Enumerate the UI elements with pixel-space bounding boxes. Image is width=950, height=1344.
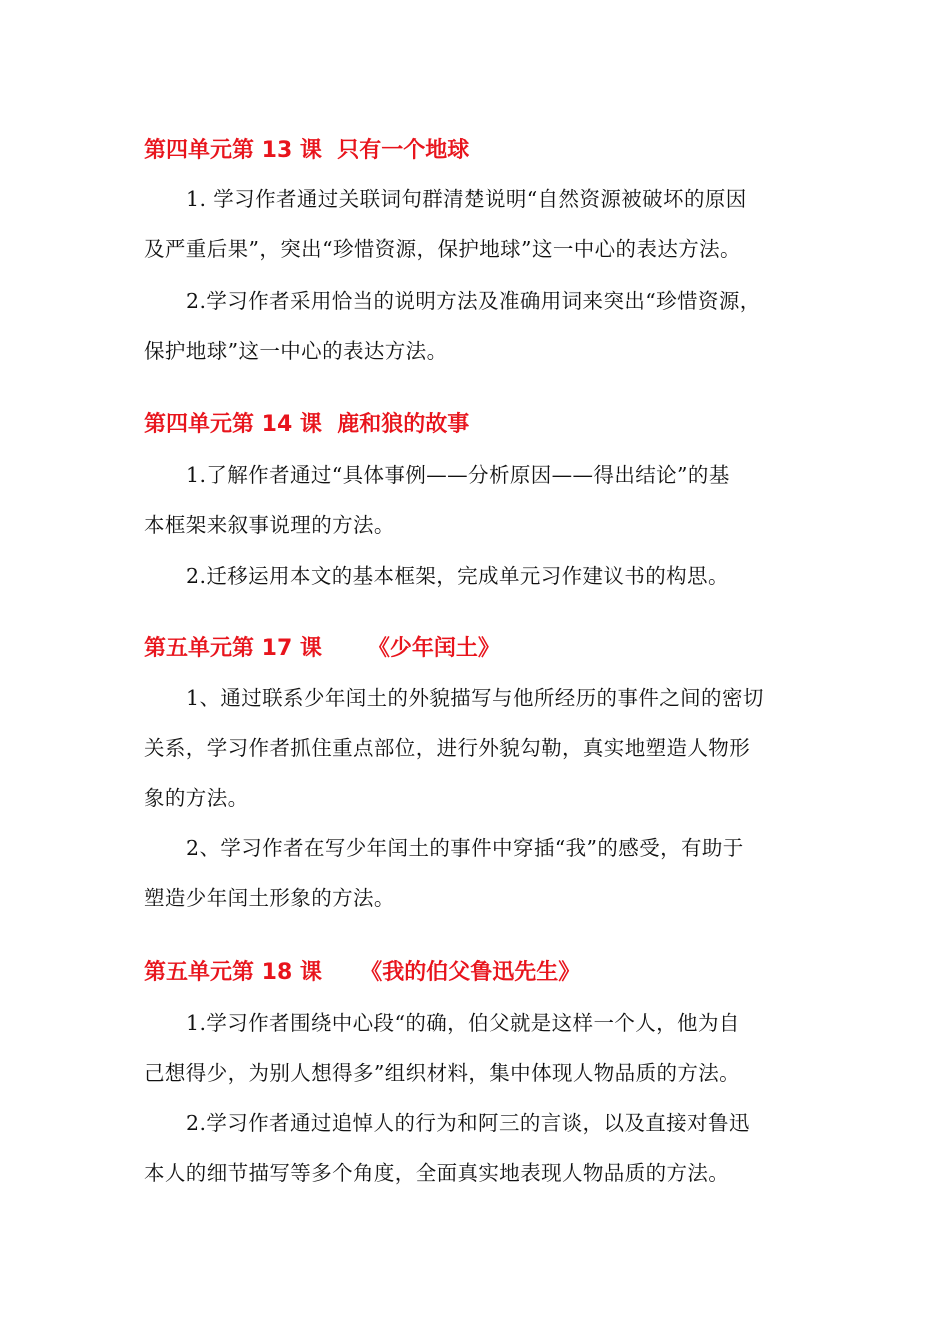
paragraph-line: 象的方法。 <box>144 786 249 810</box>
paragraph-line: 1、通过联系少年闰土的外貌描写与他所经历的事件之间的密切 <box>186 686 764 710</box>
paragraph-line: 关系，学习作者抓住重点部位，进行外貌勾勒，真实地塑造人物形 <box>144 736 751 760</box>
section-heading: 第五单元第 18 课 《我的伯父鲁迅先生》 <box>144 960 581 985</box>
paragraph-line: 及严重后果”，突出“珍惜资源，保护地球”这一中心的表达方法。 <box>144 237 741 261</box>
section-heading: 第四单元第 14 课 鹿和狼的故事 <box>144 412 470 437</box>
paragraph-line: 2.迁移运用本文的基本框架，完成单元习作建议书的构思。 <box>186 564 729 588</box>
paragraph-line: 本框架来叙事说理的方法。 <box>144 513 395 537</box>
paragraph-line: 保护地球”这一中心的表达方法。 <box>144 339 448 363</box>
paragraph-line: 2、学习作者在写少年闰土的事件中穿插“我”的感受，有助于 <box>186 836 744 860</box>
section-heading: 第五单元第 17 课 《少年闰土》 <box>144 636 500 661</box>
paragraph-line: 塑造少年闰土形象的方法。 <box>144 886 395 910</box>
paragraph-line: 1.学习作者围绕中心段“的确，伯父就是这样一个人，他为自 <box>186 1011 740 1035</box>
paragraph-line: 2.学习作者采用恰当的说明方法及准确用词来突出“珍惜资源， <box>186 289 761 313</box>
section-heading: 第四单元第 13 课 只有一个地球 <box>144 138 470 163</box>
paragraph-line: 2.学习作者通过追悼人的行为和阿三的言谈，以及直接对鲁迅 <box>186 1111 750 1135</box>
paragraph-line: 本人的细节描写等多个角度，全面真实地表现人物品质的方法。 <box>144 1161 730 1185</box>
paragraph-line: 1. 学习作者通过关联词句群清楚说明“自然资源被破坏的原因 <box>186 187 747 211</box>
paragraph-line: 己想得少，为别人想得多”组织材料，集中体现人物品质的方法。 <box>144 1061 741 1085</box>
paragraph-line: 1.了解作者通过“具体事例——分析原因——得出结论”的基 <box>186 463 730 487</box>
